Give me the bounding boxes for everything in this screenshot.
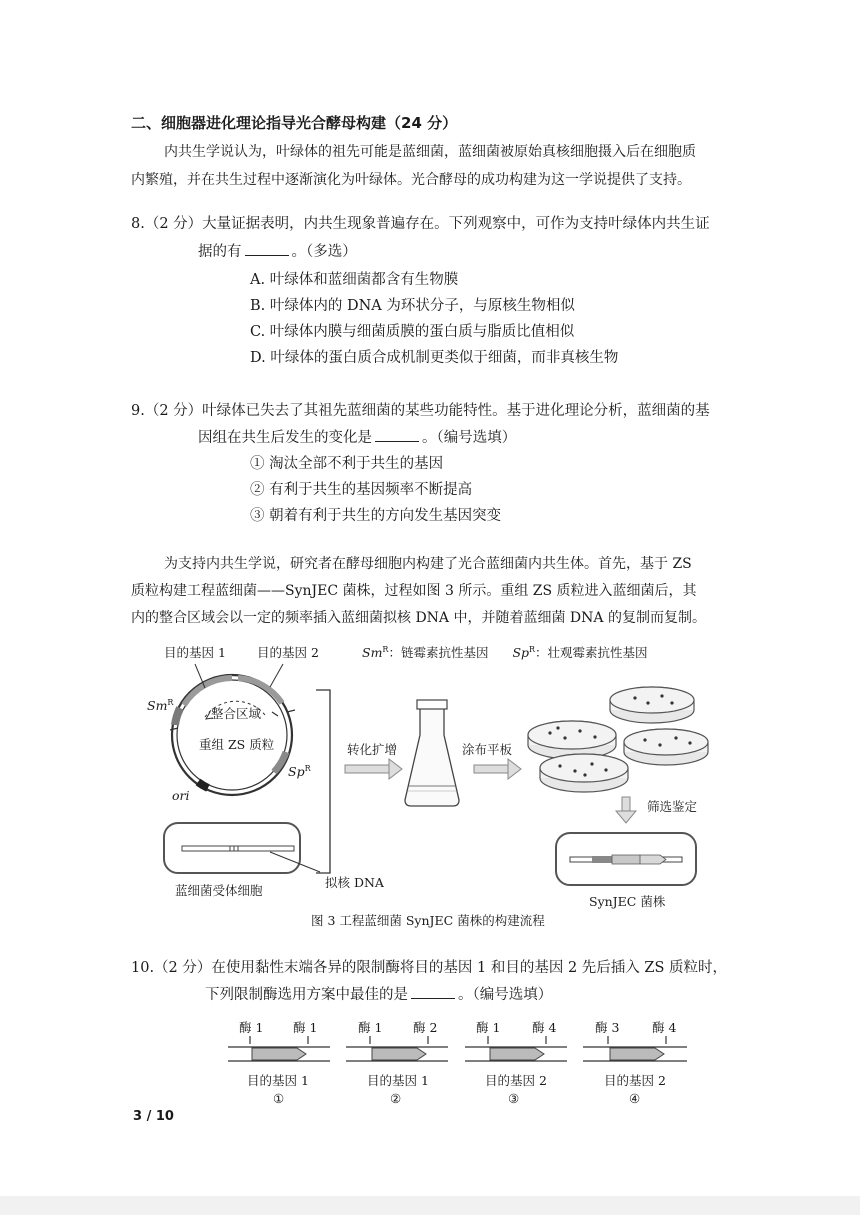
para2-line-2: 质粒构建工程蓝细菌——SynJEC 菌株，过程如图 3 所示。重组 ZS 质粒进入蓝细菌后，其 bbox=[131, 583, 697, 599]
scheme-2-left-enzyme: 酶 1 bbox=[358, 1020, 383, 1035]
arrow-plate bbox=[474, 759, 521, 779]
q8-stem-line-1: 8.（2 分）大量证据表明，内共生现象普遍存在。下列观察中，可作为支持叶绿体内共生证 bbox=[131, 216, 710, 232]
arrow-transform bbox=[345, 759, 402, 779]
scheme-2-right-enzyme: 酶 2 bbox=[413, 1020, 438, 1035]
arrow-screen bbox=[616, 797, 636, 823]
label-nucleoid: 拟核 DNA bbox=[325, 875, 384, 890]
label-ori: ori bbox=[172, 788, 190, 803]
q9-stem-line-1: 9.（2 分）叶绿体已失去了其祖先蓝细菌的某些功能特性。基于进化理论分析，蓝细菌的基 bbox=[131, 403, 710, 419]
q8-option-d: D. 叶绿体的蛋白质合成机制更类似于细菌，而非真核生物 bbox=[250, 350, 619, 366]
figure-caption: 图 3 工程蓝细菌 SynJEC 菌株的构建流程 bbox=[311, 913, 545, 928]
label-smr bbox=[147, 698, 173, 713]
flask-icon bbox=[405, 700, 459, 806]
label-plate: 涂布平板 bbox=[462, 742, 513, 757]
label-spr bbox=[288, 764, 311, 779]
scheme-3-number: ③ bbox=[508, 1091, 520, 1106]
label-plasmid: 重组 ZS 质粒 bbox=[199, 737, 275, 752]
recipient-cell bbox=[164, 823, 320, 873]
scheme-4-left-enzyme: 酶 3 bbox=[595, 1020, 620, 1035]
scheme-1-number: ① bbox=[273, 1091, 285, 1106]
q8-option-a: A. 叶绿体和蓝细菌都含有生物膜 bbox=[250, 272, 459, 288]
legend bbox=[362, 643, 648, 661]
legend-sp-sup: R bbox=[529, 644, 536, 654]
q8-stem-pre: 据的有 bbox=[198, 244, 242, 260]
scheme-1-left-enzyme: 酶 1 bbox=[239, 1020, 264, 1035]
para2-line-1: 为支持内共生学说，研究者在酵母细胞内构建了光合蓝细菌内共生体。首先，基于 ZS bbox=[164, 556, 692, 572]
scheme-2-number: ② bbox=[390, 1091, 402, 1106]
scheme-2-gene: 目的基因 1 bbox=[367, 1073, 429, 1088]
legend-sm-desc: ：链霉素抗性基因 bbox=[388, 645, 489, 660]
label-integration: 整合区域 bbox=[211, 706, 262, 721]
scheme-4-number: ④ bbox=[629, 1091, 641, 1106]
legend-sp: Sp bbox=[512, 645, 530, 660]
q9-option-2: ② 有利于共生的基因频率不断提高 bbox=[250, 482, 473, 498]
intro-line-2: 内繁殖，并在共生过程中逐渐演化为叶绿体。光合酵母的成功构建为这一学说提供了支持。 bbox=[131, 172, 691, 188]
section-title: 二、细胞器进化理论指导光合酵母构建（24 分） bbox=[131, 114, 458, 132]
scheme-1 bbox=[228, 1036, 330, 1061]
q8-stem-post: 。（多选） bbox=[291, 244, 357, 260]
legend-sm: Sm bbox=[362, 645, 383, 660]
scheme-3 bbox=[465, 1036, 567, 1061]
scheme-1-gene: 目的基因 1 bbox=[247, 1073, 309, 1088]
legend-sm-sup: R bbox=[382, 644, 389, 654]
legend-sp-desc: ：壮观霉素抗性基因 bbox=[535, 645, 648, 660]
label-smr-text: Sm bbox=[147, 698, 168, 714]
label-transform: 转化扩增 bbox=[347, 742, 398, 757]
scheme-2 bbox=[346, 1036, 448, 1061]
scheme-4-right-enzyme: 酶 4 bbox=[652, 1020, 677, 1035]
scheme-3-gene: 目的基因 2 bbox=[485, 1073, 547, 1088]
q10-stem-line-2 bbox=[205, 983, 552, 1004]
q10-stem-line-1: 10.（2 分）在使用黏性末端各异的限制酶将目的基因 1 和目的基因 2 先后插入 ZS 质粒时， bbox=[131, 960, 728, 976]
page-number: 3 / 10 bbox=[133, 1109, 174, 1124]
label-smr-sup: R bbox=[167, 698, 174, 707]
q10-stem-post: 。（编号选填） bbox=[458, 987, 553, 1003]
q9-stem-post: 。（编号选填） bbox=[422, 430, 517, 446]
label-gene-1: 目的基因 1 bbox=[164, 645, 226, 660]
q8-option-b: B. 叶绿体内的 DNA 为环状分子，与原核生物相似 bbox=[250, 298, 575, 314]
bracket bbox=[316, 690, 330, 873]
label-spr-text: Sp bbox=[288, 764, 305, 780]
para2-line-3: 内的整合区域会以一定的频率插入蓝细菌拟核 DNA 中，并随着蓝细菌 DNA 的复制而复制。 bbox=[131, 610, 706, 626]
q10-answer-blank[interactable] bbox=[411, 984, 455, 999]
label-strain: SynJEC 菌株 bbox=[589, 894, 666, 909]
bottom-bar bbox=[0, 1196, 860, 1215]
label-recipient: 蓝细菌受体细胞 bbox=[175, 883, 263, 898]
scheme-4-gene: 目的基因 2 bbox=[604, 1073, 666, 1088]
intro-line-1: 内共生学说认为，叶绿体的祖先可能是蓝细菌，蓝细菌被原始真核细胞摄入后在细胞质 bbox=[164, 144, 696, 160]
q8-option-c: C. 叶绿体内膜与细菌质膜的蛋白质与脂质比值相似 bbox=[250, 324, 575, 340]
label-screen: 筛选鉴定 bbox=[647, 799, 698, 814]
scheme-4 bbox=[583, 1036, 687, 1061]
scheme-3-left-enzyme: 酶 1 bbox=[476, 1020, 501, 1035]
synjec-cell bbox=[556, 833, 696, 885]
q9-stem-pre: 因组在共生后发生的变化是 bbox=[198, 430, 372, 446]
label-gene-2: 目的基因 2 bbox=[257, 645, 319, 660]
q9-option-1: ① 淘汰全部不利于共生的基因 bbox=[250, 456, 444, 472]
label-spr-sup: R bbox=[304, 764, 311, 773]
scheme-3-right-enzyme: 酶 4 bbox=[532, 1020, 557, 1035]
q9-option-3: ③ 朝着有利于共生的方向发生基因突变 bbox=[250, 508, 502, 524]
scheme-1-right-enzyme: 酶 1 bbox=[293, 1020, 318, 1035]
q10-stem-pre: 下列限制酶选用方案中最佳的是 bbox=[205, 987, 408, 1003]
petri-dishes bbox=[528, 687, 708, 792]
